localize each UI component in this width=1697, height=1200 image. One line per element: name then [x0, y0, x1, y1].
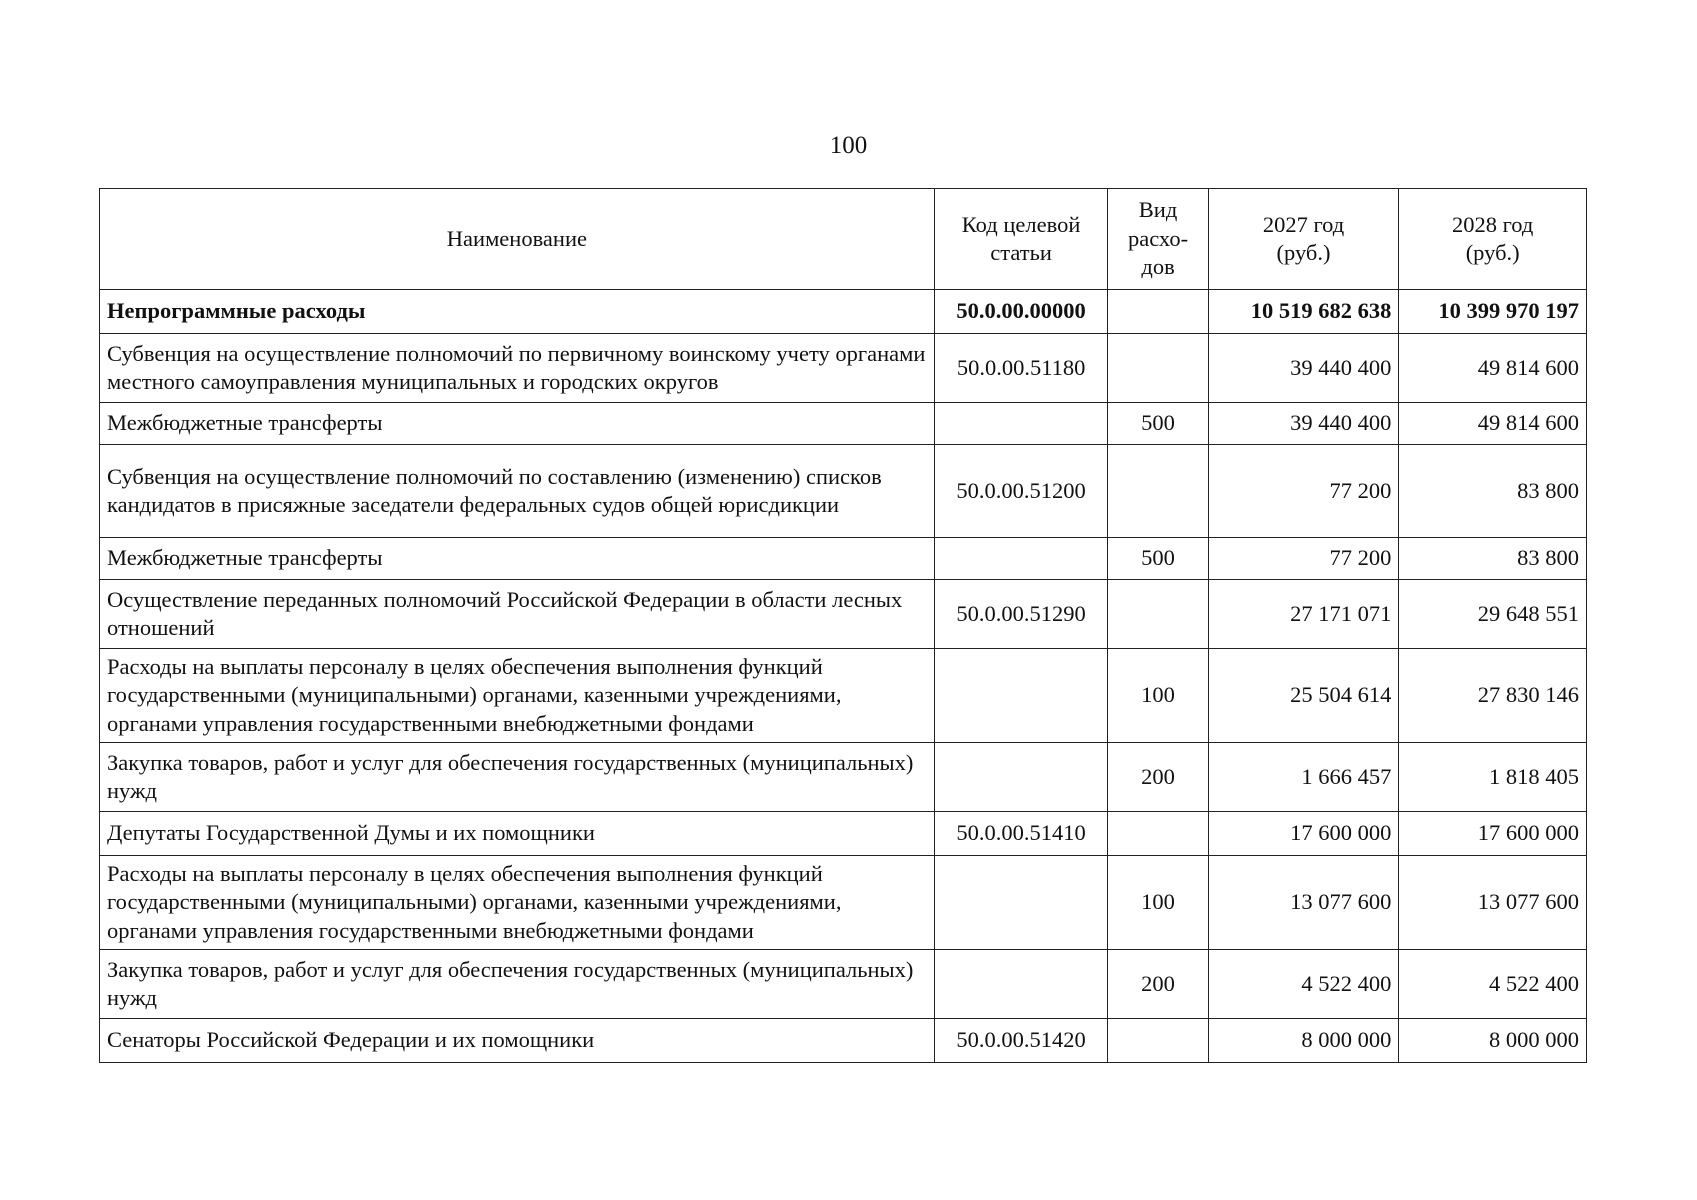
row-2027-cell: 10 519 682 638: [1208, 290, 1399, 334]
table-row: [100, 334, 1587, 403]
row-2027-cell: 39 440 400: [1208, 403, 1399, 445]
row-code-cell: [934, 856, 1108, 950]
header-2027-line: (руб.): [1276, 240, 1331, 265]
row-2028-cell: 49 814 600: [1399, 334, 1587, 403]
row-code-cell: 50.0.00.51290: [934, 580, 1108, 649]
header-type-line: дов: [1141, 254, 1175, 280]
table-header-row: [100, 189, 1587, 290]
row-type-cell: [1108, 290, 1208, 334]
header-code-line: статьи: [990, 240, 1052, 265]
row-2027-cell: 4 522 400: [1208, 950, 1399, 1019]
row-2028-cell: 1 818 405: [1399, 743, 1587, 812]
table-row: [100, 538, 1587, 580]
row-name-cell: Межбюджетные трансферты: [100, 538, 935, 580]
header-type: [1108, 189, 1208, 290]
row-code-cell: 50.0.00.51180: [934, 334, 1108, 403]
row-2028-cell: 83 800: [1399, 445, 1587, 538]
row-name-cell: Сенаторы Российской Федерации и их помощники: [100, 1019, 935, 1063]
row-2028-cell: 4 522 400: [1399, 950, 1587, 1019]
row-2028-cell: 17 600 000: [1399, 812, 1587, 856]
row-name-cell: Межбюджетные трансферты: [100, 403, 935, 445]
table-row: [100, 649, 1587, 743]
header-code-line: Код целевой: [961, 211, 1081, 237]
row-2027-cell: 77 200: [1208, 445, 1399, 538]
table-row: [100, 812, 1587, 856]
header-name: Наименование: [100, 189, 935, 290]
row-name-cell: Депутаты Государственной Думы и их помощники: [100, 812, 935, 856]
row-name-cell: Осуществление переданных полномочий Российской Федерации в области лесных отношений: [100, 580, 935, 649]
row-2027-cell: 13 077 600: [1208, 856, 1399, 950]
row-name-cell: Субвенция на осуществление полномочий по составлению (изменению) списков кандидатов в присяжные заседатели федеральных судов общей юрисдикции: [100, 445, 935, 538]
row-type-cell: 500: [1108, 538, 1208, 580]
table-row: [100, 445, 1587, 538]
row-2027-cell: 77 200: [1208, 538, 1399, 580]
header-2027-line: 2027 год: [1262, 211, 1345, 237]
table-row: [100, 743, 1587, 812]
header-type-line: расхо-: [1128, 225, 1189, 251]
budget-table: [99, 188, 1587, 1063]
header-code: [934, 189, 1108, 290]
row-type-cell: 200: [1108, 743, 1208, 812]
row-2027-cell: 27 171 071: [1208, 580, 1399, 649]
row-name-cell: Закупка товаров, работ и услуг для обеспечения государственных (муниципальных) нужд: [100, 950, 935, 1019]
row-type-cell: 100: [1108, 649, 1208, 743]
row-name-cell: Непрограммные расходы: [100, 290, 935, 334]
row-type-cell: [1108, 1019, 1208, 1063]
table-row: [100, 290, 1587, 334]
table-row: [100, 1019, 1587, 1063]
row-2027-cell: 1 666 457: [1208, 743, 1399, 812]
row-2028-cell: 13 077 600: [1399, 856, 1587, 950]
row-2028-cell: 8 000 000: [1399, 1019, 1587, 1063]
row-2027-cell: 8 000 000: [1208, 1019, 1399, 1063]
row-type-cell: 500: [1108, 403, 1208, 445]
row-2028-cell: 49 814 600: [1399, 403, 1587, 445]
header-2028-line: 2028 год: [1452, 211, 1534, 237]
row-type-cell: [1108, 445, 1208, 538]
row-code-cell: [934, 538, 1108, 580]
header-2027: [1208, 189, 1399, 290]
page-number: 100: [829, 132, 868, 159]
row-type-cell: [1108, 580, 1208, 649]
row-2028-cell: 10 399 970 197: [1399, 290, 1587, 334]
row-code-cell: 50.0.00.51200: [934, 445, 1108, 538]
row-2028-cell: 83 800: [1399, 538, 1587, 580]
row-type-cell: 100: [1108, 856, 1208, 950]
header-type-line: Вид: [1138, 197, 1178, 223]
row-code-cell: [934, 743, 1108, 812]
row-type-cell: [1108, 334, 1208, 403]
table-body: [100, 290, 1587, 1063]
row-name-cell: Закупка товаров, работ и услуг для обеспечения государственных (муниципальных) нужд: [100, 743, 935, 812]
row-code-cell: 50.0.00.51410: [934, 812, 1108, 856]
header-2028-line: (руб.): [1465, 240, 1520, 265]
table-row: [100, 403, 1587, 445]
table-row: [100, 580, 1587, 649]
row-2028-cell: 29 648 551: [1399, 580, 1587, 649]
row-type-cell: [1108, 812, 1208, 856]
row-2028-cell: 27 830 146: [1399, 649, 1587, 743]
row-2027-cell: 25 504 614: [1208, 649, 1399, 743]
table-row: [100, 856, 1587, 950]
row-2027-cell: 39 440 400: [1208, 334, 1399, 403]
row-code-cell: [934, 649, 1108, 743]
table-row: [100, 950, 1587, 1019]
row-code-cell: [934, 403, 1108, 445]
row-code-cell: [934, 950, 1108, 1019]
row-name-cell: Расходы на выплаты персоналу в целях обеспечения выполнения функций государственными (муниципальными) органами, казенными учреждениями, органами управления государственными внебюджетными фондами: [100, 649, 935, 743]
row-code-cell: 50.0.00.00000: [934, 290, 1108, 334]
row-name-cell: Расходы на выплаты персоналу в целях обеспечения выполнения функций государственными (муниципальными) органами, казенными учреждениями, органами управления государственными внебюджетными фондами: [100, 856, 935, 950]
row-2027-cell: 17 600 000: [1208, 812, 1399, 856]
header-2028: [1399, 189, 1587, 290]
row-code-cell: 50.0.00.51420: [934, 1019, 1108, 1063]
row-name-cell: Субвенция на осуществление полномочий по первичному воинскому учету органами местного самоуправления муниципальных и городских округов: [100, 334, 935, 403]
row-type-cell: 200: [1108, 950, 1208, 1019]
